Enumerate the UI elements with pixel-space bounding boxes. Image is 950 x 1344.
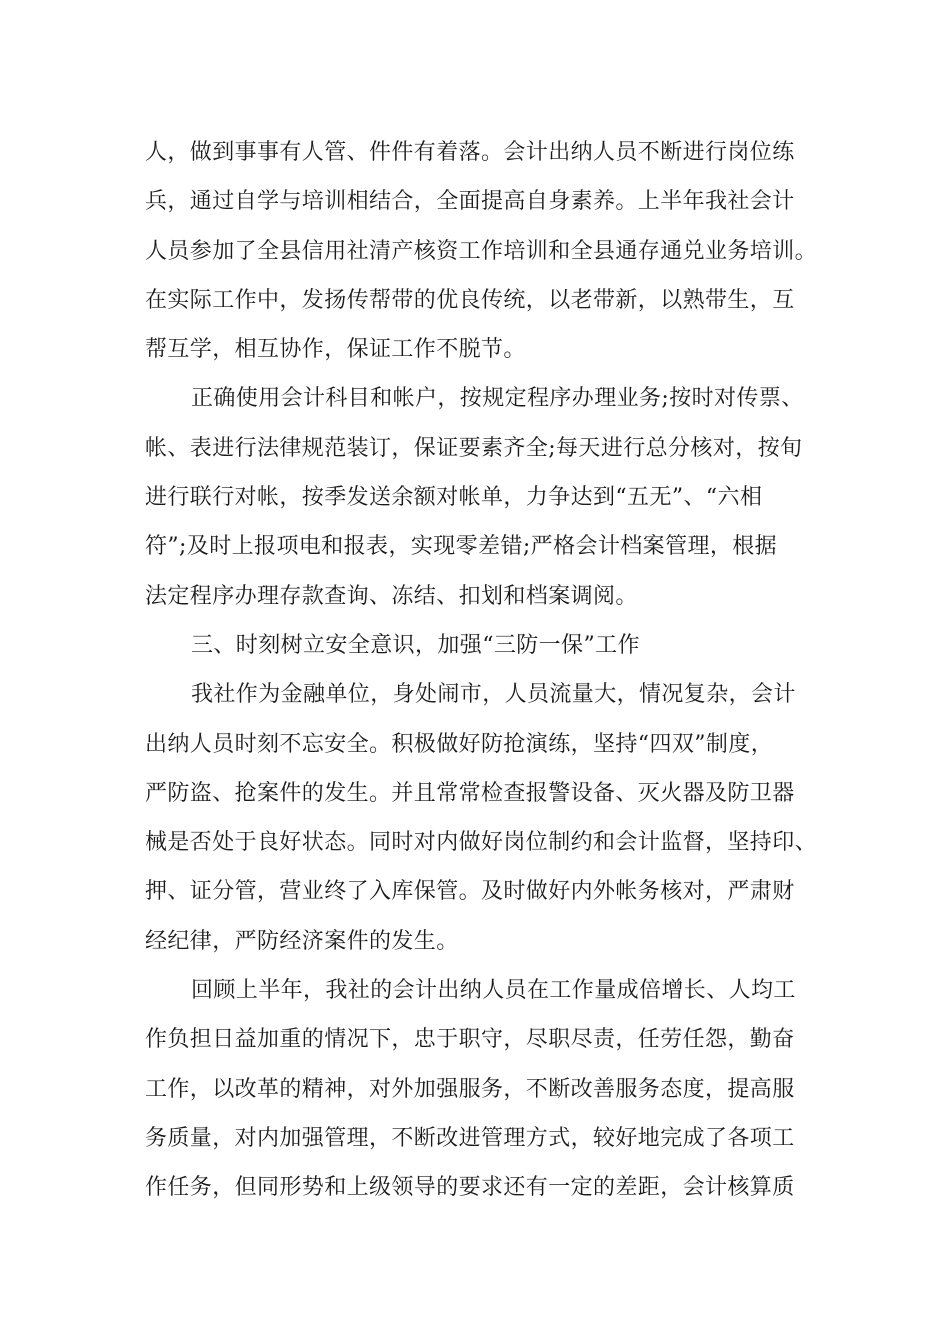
text-line: 在实际工作中，发扬传帮带的优良传统，以老带新，以熟带生，互: [145, 287, 795, 313]
text-line: 械是否处于良好状态。同时对内做好岗位制约和会计监督，坚持印、: [145, 830, 818, 856]
text-line: 人，做到事事有人管、件件有着落。会计出纳人员不断进行岗位练: [145, 140, 795, 165]
section-heading: [145, 621, 825, 670]
text-line: 兵，通过自学与培训相结合，全面提高自身素养。上半年我社会计: [145, 189, 795, 215]
paragraph-1: [145, 128, 825, 374]
text-line: 我社作为金融单位，身处闹市，人员流量大，情况复杂，会计: [191, 682, 796, 708]
document-page: [145, 128, 825, 1213]
text-line: 出纳人员时刻不忘安全。积极做好防抢演练，坚持“四双”制度，: [145, 731, 774, 757]
text-line: 经纪律，严防经济案件的发生。: [145, 928, 459, 954]
text-line: 严防盗、抢案件的发生。并且常常检查报警设备、灭火器及防卫器: [145, 780, 795, 806]
text-line: 押、证分管，营业终了入库保管。及时做好内外帐务核对，严肃财: [145, 879, 795, 905]
text-line: 作负担日益加重的情况下，忠于职守，尽职尽责，任劳任怨，勤奋: [145, 1027, 795, 1053]
text-line: 帮互学，相互协作，保证工作不脱节。: [145, 337, 526, 363]
text-line: 工作，以改革的精神，对外加强服务，不断改善服务态度，提高服: [145, 1076, 795, 1102]
heading-line: 三、时刻树立安全意识，加强“三防一保”工作: [191, 632, 640, 658]
text-line: 作任务，但同形势和上级领导的要求还有一定的差距，会计核算质: [145, 1175, 795, 1201]
paragraph-4: [145, 966, 825, 1212]
text-line: 回顾上半年，我社的会计出纳人员在工作量成倍增长、人均工: [191, 978, 796, 1004]
paragraph-3: [145, 670, 825, 966]
text-line: 人员参加了全县信用社清产核资工作培训和全县通存通兑业务培训。: [145, 238, 818, 264]
text-line: 法定程序办理存款查询、冻结、扣划和档案调阅。: [145, 583, 638, 609]
text-line: 正确使用会计科目和帐户，按规定程序办理业务;按时对传票、: [191, 386, 804, 412]
text-line: 务质量，对内加强管理，不断改进管理方式，较好地完成了各项工: [145, 1125, 795, 1151]
text-line: 符”;及时上报项电和报表，实现零差错;严格会计档案管理，根据: [145, 534, 778, 560]
paragraph-2: [145, 374, 825, 620]
text-line: 进行联行对帐，按季发送余额对帐单，力争达到“五无”、“六相: [145, 485, 763, 511]
text-line: 帐、表进行法律规范装订，保证要素齐全;每天进行总分核对，按旬: [145, 435, 803, 461]
